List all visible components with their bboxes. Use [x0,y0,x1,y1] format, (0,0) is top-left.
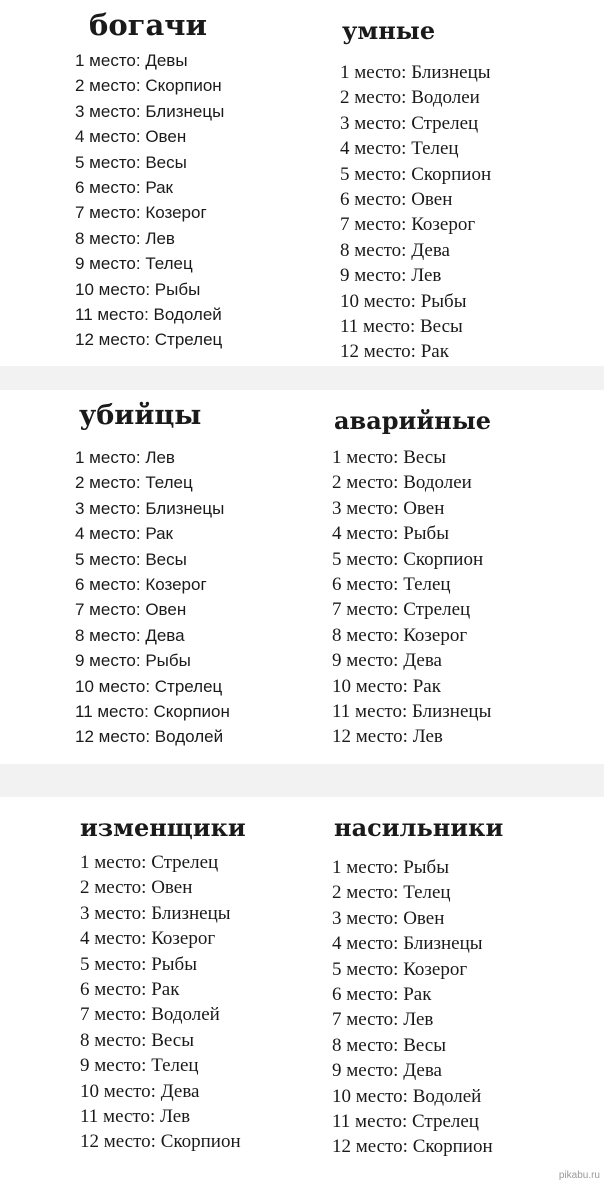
list-item: 3 место: Овен [332,907,445,929]
list-item: 4 место: Телец [340,138,459,160]
list-item: 9 место: Дева [332,1060,442,1082]
list-item: 9 место: Дева [332,650,442,672]
list-item: 6 место: Овен [340,188,453,210]
list-item: 3 место: Овен [332,497,445,519]
list-item: 3 место: Стрелец [340,112,479,134]
list-item: 1 место: Близнецы [340,62,491,83]
list-item: 5 место: Рыбы [80,953,197,975]
list-item: 8 место: Козерог [332,624,468,646]
list-item: 11 место: Лев [80,1105,191,1127]
section-title: насильники [334,813,504,842]
list-item: 10 место: Водолей [332,1085,482,1107]
list-item: 3 место: Близнецы [75,101,225,121]
list-item: 1 место: Девы [75,51,188,70]
list-item: 7 место: Лев [332,1009,434,1031]
list-item: 6 место: Телец [332,573,451,595]
ranking-list [80,850,241,1155]
list-item: 7 место: Водолей [80,1004,220,1026]
list-item: 2 место: Телец [332,882,451,904]
list-item: 3 место: Близнецы [80,902,231,924]
list-item: 10 место: Дева [80,1080,200,1102]
ranking-list [75,445,230,750]
list-item: 12 место: Скорпион [80,1131,241,1153]
list-item: 12 место: Скорпион [332,1136,493,1158]
list-item: 8 место: Весы [332,1034,446,1056]
panel-middle [0,390,604,764]
list-item: 1 место: Стрелец [80,852,219,873]
list-item: 4 место: Рак [75,524,173,544]
list-item: 6 место: Рак [75,177,173,197]
list-item: 3 место: Близнецы [75,498,225,518]
list-item: 11 место: Близнецы [332,700,492,722]
list-item: 2 место: Водолеи [340,87,480,109]
list-item: 12 место: Лев [332,726,443,748]
list-item: 5 место: Скорпион [332,548,484,570]
list-item: 1 место: Лев [75,448,175,467]
section-title: умные [342,16,436,45]
list-item: 12 место: Стрелец [75,330,223,350]
list-item: 1 место: Весы [332,447,446,468]
ranking-list [340,60,491,365]
list-item: 10 место: Стрелец [75,676,223,696]
list-item: 11 место: Водолей [75,304,222,324]
list-item: 2 место: Скорпион [75,76,222,96]
list-item: 6 место: Рак [332,983,432,1005]
list-item: 5 место: Весы [75,549,187,569]
list-item: 8 место: Весы [80,1029,194,1051]
list-item: 9 место: Телец [80,1055,199,1077]
list-item: 5 место: Скорпион [340,163,492,185]
list-item: 9 место: Телец [75,254,193,274]
ranking-list [332,855,493,1160]
list-item: 10 место: Рак [332,675,441,697]
list-item: 11 место: Стрелец [332,1110,479,1132]
list-item: 1 место: Рыбы [332,857,449,878]
list-item: 10 место: Рыбы [75,279,201,299]
list-item: 2 место: Телец [75,473,193,493]
section-title: изменщики [80,813,246,842]
list-item: 8 место: Дева [340,239,450,261]
ranking-list [75,48,224,353]
list-item: 7 место: Козерог [75,203,207,223]
panel-bottom [0,797,604,1185]
ranking-list [332,445,491,750]
list-item: 9 место: Рыбы [75,651,191,671]
list-item: 5 место: Весы [75,152,187,172]
list-item: 11 место: Весы [340,315,463,337]
list-item: 7 место: Овен [75,600,187,620]
list-item: 6 место: Рак [80,978,180,1000]
section-title: аварийные [334,406,492,435]
list-item: 11 место: Скорпион [75,701,230,721]
panel-top [0,0,604,366]
list-item: 8 место: Лев [75,228,175,248]
list-item: 12 место: Водолей [75,727,224,747]
section-title: убийцы [79,400,202,431]
list-item: 2 место: Овен [80,877,193,899]
list-item: 12 место: Рак [340,341,449,363]
list-item: 4 место: Козерог [80,928,216,950]
list-item: 4 место: Овен [75,127,187,147]
list-item: 9 место: Лев [340,265,442,287]
list-item: 4 место: Рыбы [332,523,449,545]
watermark: pikabu.ru [558,1170,600,1181]
list-item: 2 место: Водолеи [332,472,472,494]
list-item: 10 место: Рыбы [340,290,467,312]
section-title: богачи [89,8,207,42]
list-item: 7 место: Козерог [340,214,476,236]
list-item: 6 место: Козерог [75,574,207,594]
list-item: 5 место: Козерог [332,958,468,980]
list-item: 8 место: Дева [75,625,185,645]
list-item: 4 место: Близнецы [332,933,483,955]
list-item: 7 место: Стрелец [332,599,471,621]
